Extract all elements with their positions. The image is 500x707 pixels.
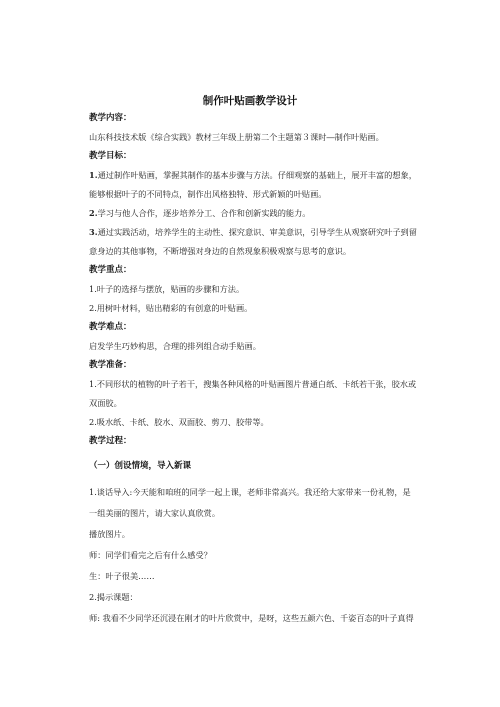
- difficulty-heading: 教学难点：: [89, 322, 132, 332]
- teacher-statement: 师: 我看不少同学还沉浸在刚才的叶片欣赏中，是呀，这些五颜六色、千姿百态的叶子真得: [89, 613, 414, 623]
- step-1-line-2: 一组美丽的图片，请大家认真欣赏。: [89, 508, 221, 518]
- preparation-1-line-1: 1.不同形状的植物的叶子若干，搜集各种风格的叶贴画图片普通白纸、卡纸若干张，胶水或: [89, 379, 417, 389]
- document-title: 制作叶贴画教学设计: [202, 95, 298, 107]
- step-1-line-1: 1.谈话导入:今天能和咱班的同学一起上课，老师非常高兴。我还给大家带来一份礼物，是: [89, 487, 411, 497]
- step-2: 2.揭示课题：: [89, 592, 138, 602]
- preparation-heading: 教学准备：: [89, 360, 132, 370]
- process-heading: 教学过程：: [89, 436, 132, 446]
- goal-3-number: 3.: [89, 227, 98, 237]
- goal-1-line-2: 能够根据叶子的不同特点，制作出风格独特、形式新颖的叶贴画。: [89, 189, 327, 199]
- difficulty-text: 启发学生巧妙构思，合理的排列组合动手贴画。: [89, 341, 261, 351]
- section-1-heading: （一）创设情境，导入新课: [89, 461, 192, 471]
- goal-3-line-1: [89, 227, 417, 238]
- key-point-2: 2.用树叶材料，贴出精彩的有创意的叶贴画。: [89, 303, 253, 313]
- goal-1-line-1: [89, 170, 417, 181]
- key-points-heading: 教学重点：: [89, 265, 132, 275]
- goal-2: [89, 208, 310, 219]
- teacher-question: 师：同学们看完之后有什么感受？: [89, 550, 212, 560]
- preparation-1-line-2: 双面胶。: [89, 398, 122, 408]
- preparation-2: 2.吸水纸、卡纸、胶水、双面胶、剪刀、胶带等。: [89, 417, 269, 427]
- content-heading: 教学内容：: [89, 113, 132, 123]
- goal-3-line-2: 意身边的其他事物，不断增强对身边的自然现象积极观察与思考的意识。: [89, 246, 352, 256]
- goals-heading: 教学目标：: [89, 151, 132, 161]
- content-text: 山东科技技术版《综合实践》教材三年级上册第二个主题第３课时―制作叶贴画。: [89, 132, 384, 142]
- student-answer: 生：叶子很美……: [89, 571, 155, 581]
- goal-3-text: 通过实践活动，培养学生的主动性、探究意识、审美意识，引导学生从观察研究叶子到留: [97, 227, 417, 237]
- goal-2-number: 2.: [89, 208, 98, 218]
- goal-1-number: 1.: [89, 170, 98, 180]
- goal-2-text: 学习与他人合作，逐步培养分工、合作和创新实践的能力。: [97, 208, 311, 218]
- goal-1-text: 通过制作叶贴画，掌握其制作的基本步骤与方法。仔细观察的基础上，展开丰富的想象，: [97, 170, 417, 180]
- show-pictures-text: 播放图片。: [89, 529, 130, 539]
- key-point-1: 1.叶子的选择与摆放，贴画的步骤和方法。: [89, 284, 245, 294]
